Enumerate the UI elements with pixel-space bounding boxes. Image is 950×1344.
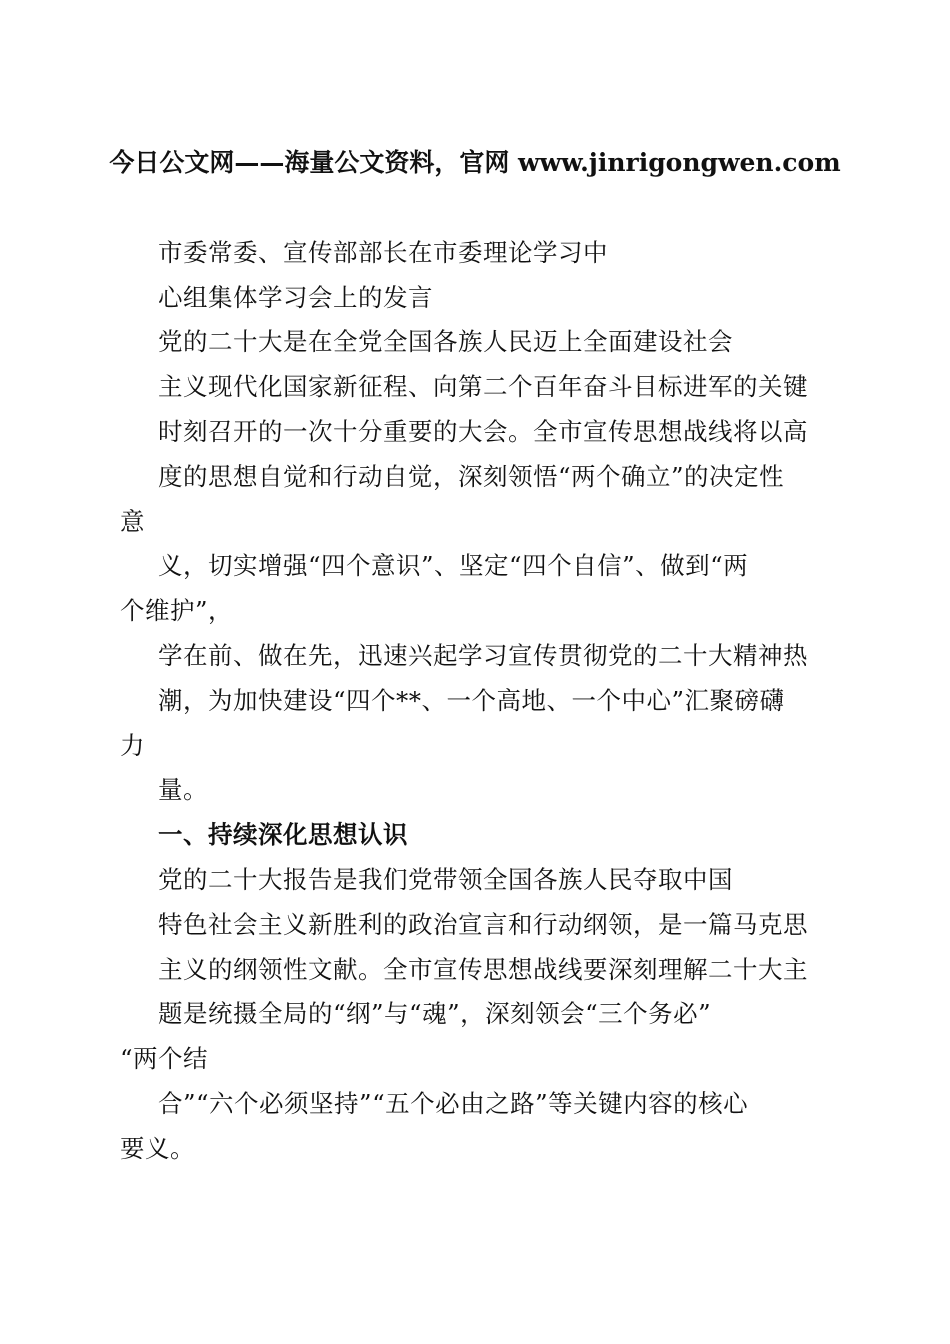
paragraph-line: 党的二十大报告是我们党带领全国各族人民夺取中国 — [158, 865, 733, 894]
paragraph-line: 特色社会主义新胜利的政治宣言和行动纲领，是一篇马克思 — [158, 910, 808, 939]
paragraph-line: 度的思想自觉和行动自觉，深刻领悟“两个确立”的决定性 — [158, 462, 785, 491]
title-line-2: 心组集体学习会上的发言 — [158, 283, 433, 312]
section-heading: 一、持续深化思想认识 — [158, 820, 408, 849]
paragraph-line: 党的二十大是在全党全国各族人民迈上全面建设社会 — [158, 327, 733, 356]
paragraph-line: 个维护”， — [120, 596, 234, 625]
paragraph-line: 题是统摄全局的“纲”与“魂”，深刻领会“三个务必” — [158, 999, 712, 1028]
paragraph-line: 量。 — [158, 775, 208, 804]
paragraph-line: 主义的纲领性文献。全市宣传思想战线要深刻理解二十大主 — [158, 955, 808, 984]
paragraph-line: 义，切实增强“四个意识”、坚定“四个自信”、做到“两 — [158, 551, 749, 580]
title-line-1: 市委常委、宣传部部长在市委理论学习中 — [158, 238, 608, 267]
paragraph-line: 要义。 — [120, 1134, 195, 1163]
paragraph-line: 学在前、做在先，迅速兴起学习宣传贯彻党的二十大精神热 — [158, 641, 808, 670]
paragraph-line: 潮，为加快建设“四个**、一个高地、一个中心”汇聚磅礴 — [158, 686, 785, 715]
paragraph-line: “两个结 — [120, 1044, 209, 1073]
site-header: 今日公文网——海量公文资料，官网 www.jinrigongwen.com — [109, 148, 841, 177]
paragraph-line: 力 — [120, 731, 145, 760]
paragraph-line: 意 — [120, 507, 145, 536]
paragraph-line: 主义现代化国家新征程、向第二个百年奋斗目标进军的关键 — [158, 372, 808, 401]
paragraph-line: 合”“六个必须坚持”“五个必由之路”等关键内容的核心 — [158, 1089, 749, 1118]
paragraph-line: 时刻召开的一次十分重要的大会。全市宣传思想战线将以高 — [158, 417, 808, 446]
